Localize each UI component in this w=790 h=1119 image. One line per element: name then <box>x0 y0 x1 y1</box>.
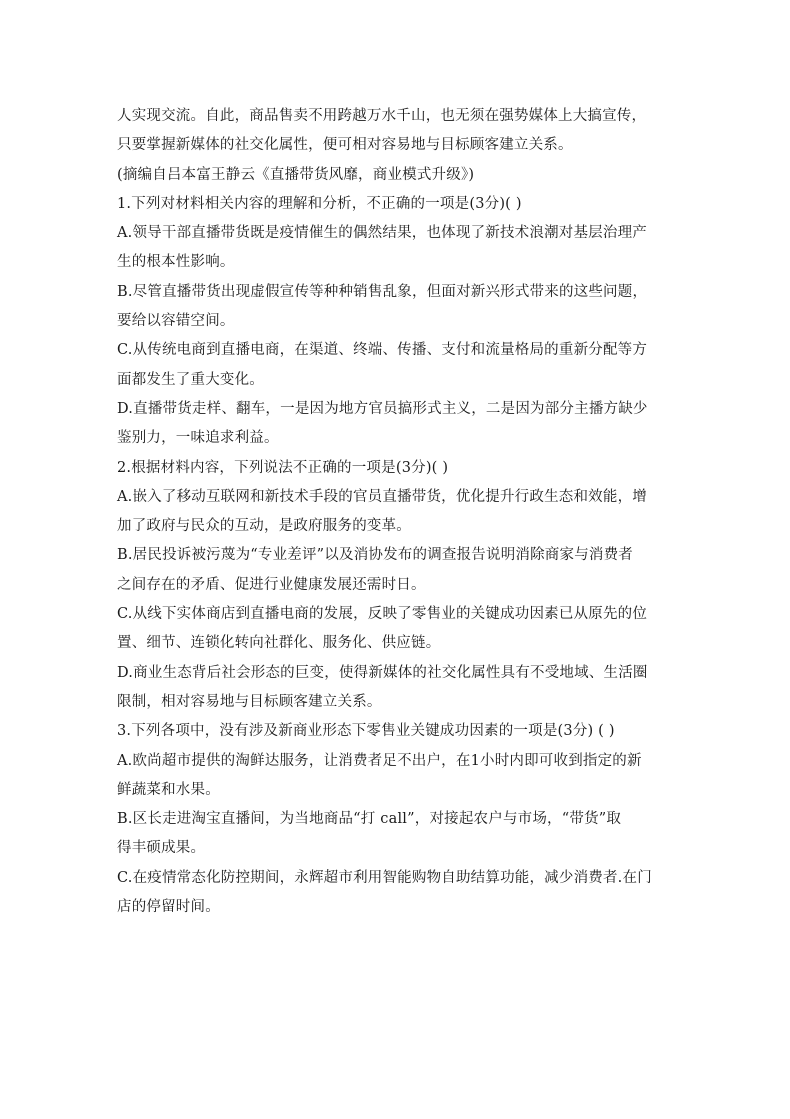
source-citation: (摘编自吕本富王静云《直播带货风靡，商业模式升级》) <box>117 166 475 183</box>
document-body <box>117 102 677 922</box>
question-1-option-a-cont: 生的根本性影响。 <box>117 254 235 271</box>
question-1-option-b: B.尽管直播带货出现虚假宣传等种种销售乱象，但面对新兴形式带来的这些问题， <box>117 283 648 300</box>
question-1-option-d-cont: 鉴别力，一味追求利益。 <box>117 430 279 447</box>
question-3-option-c-cont: 店的停留时间。 <box>117 899 220 916</box>
question-3-option-a-cont: 鲜蔬菜和水果。 <box>117 781 220 798</box>
question-3-stem: 3.下列各项中，没有涉及新商业形态下零售业关键成功因素的一项是(3分) ( ) <box>117 723 615 740</box>
question-3-option-b: B.区长走进淘宝直播间，为当地商品“打 call”，对接起农户与市场，“带货”取 <box>117 811 622 828</box>
question-2-option-d-cont: 限制，相对容易地与目标顾客建立关系。 <box>117 693 382 710</box>
question-2-stem: 2.根据材料内容，下列说法不正确的一项是(3分)( ) <box>117 459 449 476</box>
question-2-option-a-cont: 加了政府与民众的互动，是政府服务的变革。 <box>117 518 411 535</box>
question-2-option-b-cont: 之间存在的矛盾、促进行业健康发展还需时日。 <box>117 576 426 593</box>
question-1-option-d: D.直播带货走样、翻车，一是因为地方官员搞形式主义，二是因为部分主播方缺少 <box>117 400 648 417</box>
question-3-option-b-cont: 得丰硕成果。 <box>117 840 206 857</box>
question-2-option-a: A.嵌入了移动互联网和新技术手段的官员直播带货，优化提升行政生态和效能，增 <box>117 488 647 505</box>
text-line: 只要掌握新媒体的社交化属性，便可相对容易地与目标顾客建立关系。 <box>117 137 573 154</box>
question-1-stem: 1.下列对材料相关内容的理解和分析，不正确的一项是(3分)( ) <box>117 195 522 212</box>
question-2-option-d: D.商业生态背后社会形态的巨变，使得新媒体的社交化属性具有不受地域、生活圈 <box>117 664 648 681</box>
question-1-option-c-cont: 面都发生了重大变化。 <box>117 371 264 388</box>
question-1-option-a: A.领导干部直播带货既是疫情催生的偶然结果，也体现了新技术浪潮对基层治理产 <box>117 225 647 242</box>
question-1-option-c: C.从传统电商到直播电商，在渠道、终端、传播、支付和流量格局的重新分配等方 <box>117 342 648 359</box>
question-3-option-c: C.在疫情常态化防控期间，永辉超市利用智能购物自助结算功能，减少消费者.在门 <box>117 869 652 886</box>
question-2-option-c: C.从线下实体商店到直播电商的发展，反映了零售业的关键成功因素已从原先的位 <box>117 606 648 623</box>
question-2-option-c-cont: 置、细节、连锁化转向社群化、服务化、供应链。 <box>117 635 441 652</box>
text-line: 人实现交流。自此，商品售卖不用跨越万水千山，也无须在强势媒体上大搞宣传， <box>117 108 647 124</box>
question-3-option-a: A.欧尚超市提供的淘鲜达服务，让消费者足不出户，在1小时内即可收到指定的新 <box>117 752 642 769</box>
question-1-option-b-cont: 要给以容错空间。 <box>117 313 235 330</box>
question-2-option-b: B.居民投诉被污蔑为“专业差评”以及消协发布的调查报告说明消除商家与消费者 <box>117 547 633 564</box>
